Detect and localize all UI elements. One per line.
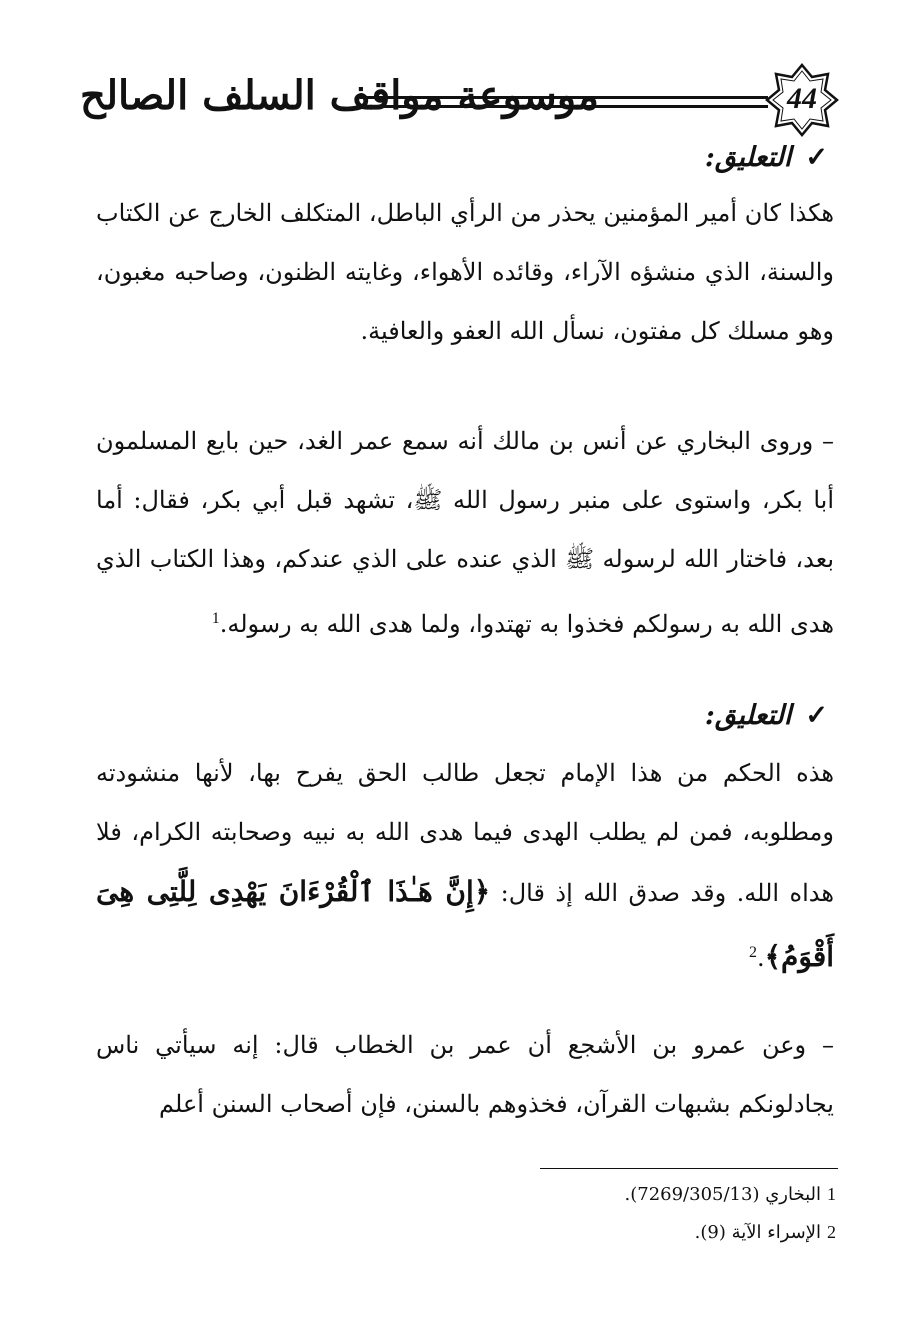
commentary-paragraph: هذه الحكم من هذا الإمام تجعل طالب الحق يفرح بها، لأنها منشودته ومطلوبه، فمن لم يطلب الهدى فيما هدى الله به نبيه وصحابته الكرام، فلا هداه الله. وقد صدق الله إذ قال: ﴿إِنَّ هَـٰذَا ٱلْقُرْءَانَ يَهْدِى لِلَّتِى هِىَ أَقْوَمُ﴾.$^2$ bbox=[96, 759, 835, 973]
footnote-ref: 2 bbox=[748, 944, 757, 961]
header-double-rule bbox=[360, 96, 768, 108]
page-header bbox=[80, 62, 840, 140]
footnote: 2الإسراء الآية (9). bbox=[694, 1222, 836, 1243]
footnote: 1البخاري (7269/305/13). bbox=[624, 1184, 836, 1205]
checkmark-icon: ✓ bbox=[805, 700, 828, 731]
quran-verse: ﴿إِنَّ هَـٰذَا ٱلْقُرْءَانَ يَهْدِى لِلَّتِى هِىَ أَقْوَمُ﴾ bbox=[96, 875, 834, 973]
book-title: موسوعة مواقف السلف الصالح bbox=[80, 72, 599, 119]
narration-paragraph: – وروى البخاري عن أنس بن مالك أنه سمع عمر الغد، حين بايع المسلمون أبا بكر، واستوى على منبر رسول الله ﷺ، تشهد قبل أبي بكر، فقال: أما بعد، فاختار الله لرسوله ﷺ الذي عنده على الذي عندكم، وهذا الكتاب الذي هدى الله به رسولكم فخذوا به تهتدوا، ولما هدى الله به رسوله.$^1$ bbox=[96, 427, 834, 638]
checkmark-icon: ✓ bbox=[805, 142, 828, 173]
section-heading: ✓التعليق: bbox=[704, 700, 828, 731]
section-heading: ✓التعليق: bbox=[704, 142, 828, 173]
commentary-paragraph: هكذا كان أمير المؤمنين يحذر من الرأي الباطل، المتكلف الخارج عن الكتاب والسنة، الذي منشؤه الآراء، وقائده الأهواء، وغايته الظنون، وصاحبه مغبون، وهو مسلك كل مفتون، نسأل الله العفو والعافية. bbox=[96, 199, 834, 345]
page-number: 44 bbox=[787, 82, 817, 115]
footnote-ref: 1 bbox=[211, 610, 220, 627]
narration-paragraph: – وعن عمرو بن الأشجع أن عمر بن الخطاب قال: إنه سيأتي ناس يجادلونكم بشبهات القرآن، فخذوهم بالسنن، فإن أصحاب السنن أعلم bbox=[96, 1031, 834, 1118]
footnote-separator bbox=[540, 1168, 838, 1169]
